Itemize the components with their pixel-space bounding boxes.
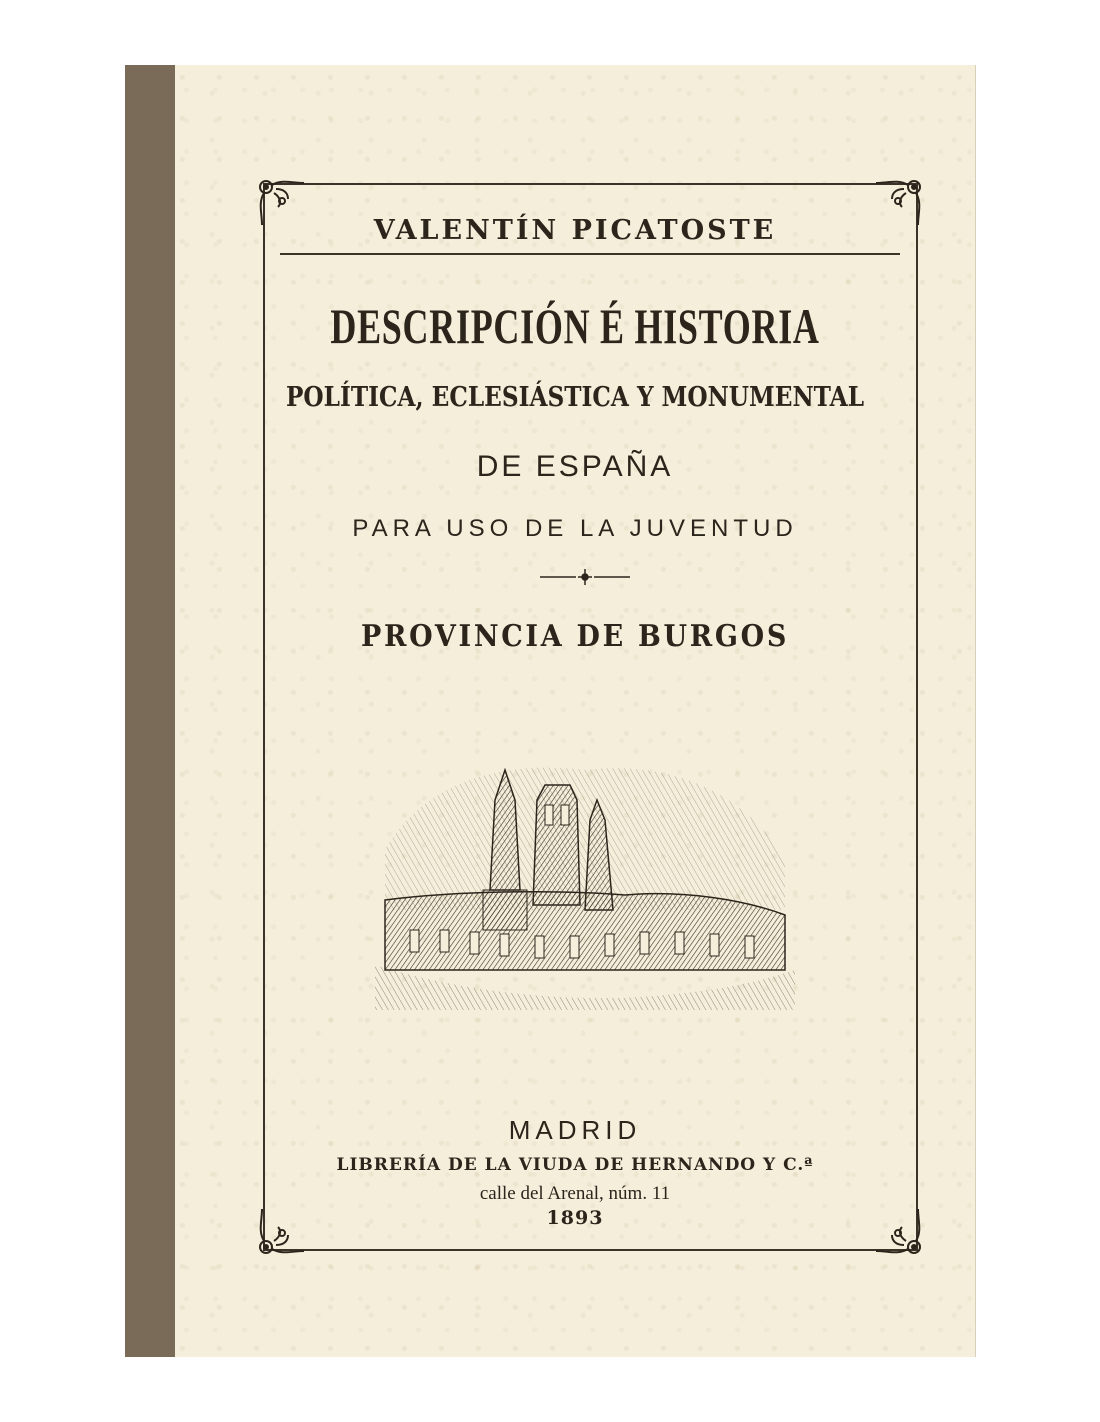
publisher-address: calle del Arenal, núm. 11	[479, 1183, 671, 1204]
book-spine	[125, 65, 175, 1357]
monument-engraving	[365, 740, 805, 1010]
subtitle: POLÍTICA, ECLESIÁSTICA Y MONUMENTAL	[285, 382, 865, 413]
publication-city: MADRID	[508, 1115, 642, 1145]
subtitle-country: DE ESPAÑA	[476, 450, 674, 483]
author-name: VALENTÍN PICATOSTE	[373, 215, 777, 246]
main-title: DESCRIPCIÓN É HISTORIA	[330, 298, 820, 354]
cover-page	[175, 65, 976, 1357]
book-cover	[125, 65, 975, 1357]
subtitle-audience: PARA USO DE LA JUVENTUD	[352, 515, 798, 542]
cross-divider-icon	[540, 567, 630, 587]
author-rule	[280, 253, 900, 255]
province-title: PROVINCIA DE BURGOS	[360, 619, 790, 654]
publication-year: 1893	[546, 1207, 604, 1229]
publisher-name: LIBRERÍA DE LA VIUDA DE HERNANDO Y C.ª	[336, 1155, 814, 1175]
